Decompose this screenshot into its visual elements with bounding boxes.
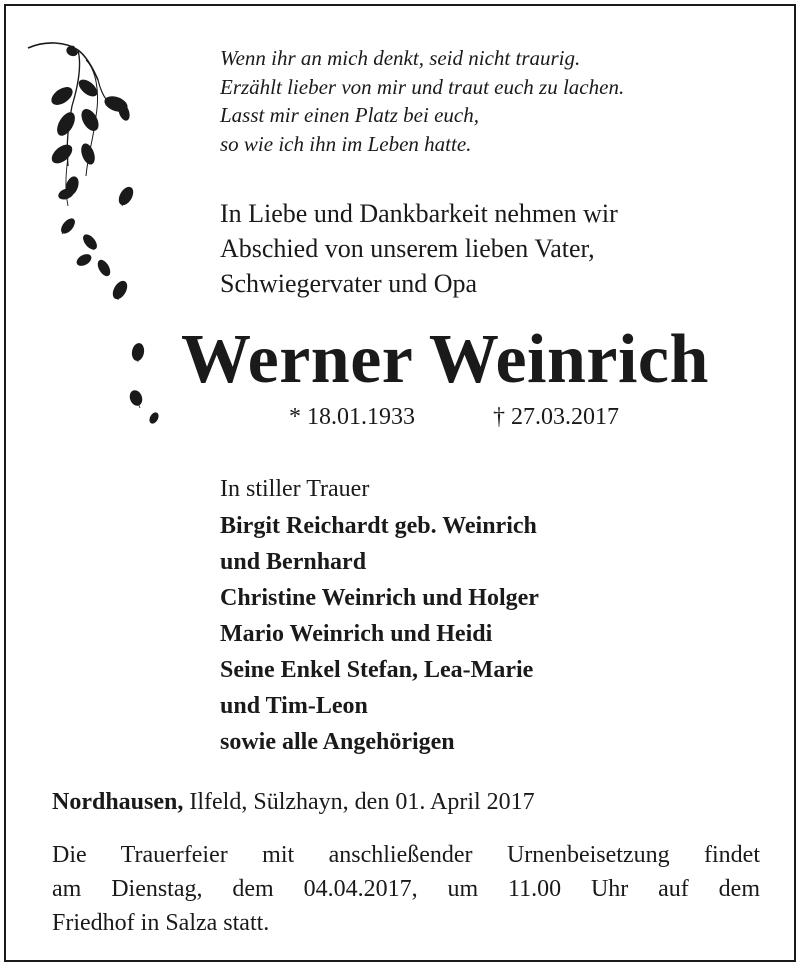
- mourner-line: Mario Weinrich und Heidi: [220, 621, 493, 647]
- place-city: Nordhausen,: [52, 789, 184, 815]
- place-rest: Ilfeld, Sülzhayn, den 01. April 2017: [183, 789, 535, 815]
- ceremony-line: am Dienstag, dem 04.04.2017, um 11.00 Uhr auf dem: [52, 876, 760, 902]
- mourner-line: Birgit Reichardt geb. Weinrich: [220, 513, 537, 539]
- intro-line: Schwiegervater und Opa: [220, 269, 478, 298]
- ceremony-line: Die Trauerfeier mit anschließender Urnenbeisetzung findet: [52, 842, 760, 868]
- farewell-intro: [220, 196, 618, 301]
- place-and-date: [52, 786, 535, 818]
- mourner-line: und Tim-Leon: [220, 693, 368, 719]
- mourners-list: [220, 508, 539, 760]
- deceased-name: Werner Weinrich: [181, 321, 709, 398]
- poem-line: Erzählt lieber von mir und traut euch zu lachen.: [220, 74, 625, 99]
- intro-line: In Liebe und Dankbarkeit nehmen wir: [220, 199, 618, 228]
- ceremony-info: [52, 838, 760, 940]
- mourner-line: sowie alle Angehörigen: [220, 729, 455, 755]
- mourner-line: und Bernhard: [220, 549, 367, 575]
- ceremony-line: Friedhof in Salza statt.: [52, 910, 270, 936]
- birch-branch-icon: [26, 36, 176, 436]
- poem-line: Wenn ihr an mich denkt, seid nicht traurig.: [220, 46, 581, 70]
- mourner-line: Seine Enkel Stefan, Lea-Marie: [220, 657, 534, 683]
- obituary-notice: [4, 4, 796, 962]
- birth-date: * 18.01.1933: [289, 404, 415, 430]
- poem-line: Lasst mir einen Platz bei euch,: [220, 103, 479, 127]
- intro-line: Abschied von unserem lieben Vater,: [220, 234, 595, 263]
- mourning-heading: In stiller Trauer: [220, 476, 370, 502]
- mourner-line: Christine Weinrich und Holger: [220, 585, 539, 611]
- poem-line: so wie ich ihn im Leben hatte.: [220, 131, 472, 156]
- poem: [220, 44, 624, 158]
- death-date: † 27.03.2017: [493, 404, 619, 430]
